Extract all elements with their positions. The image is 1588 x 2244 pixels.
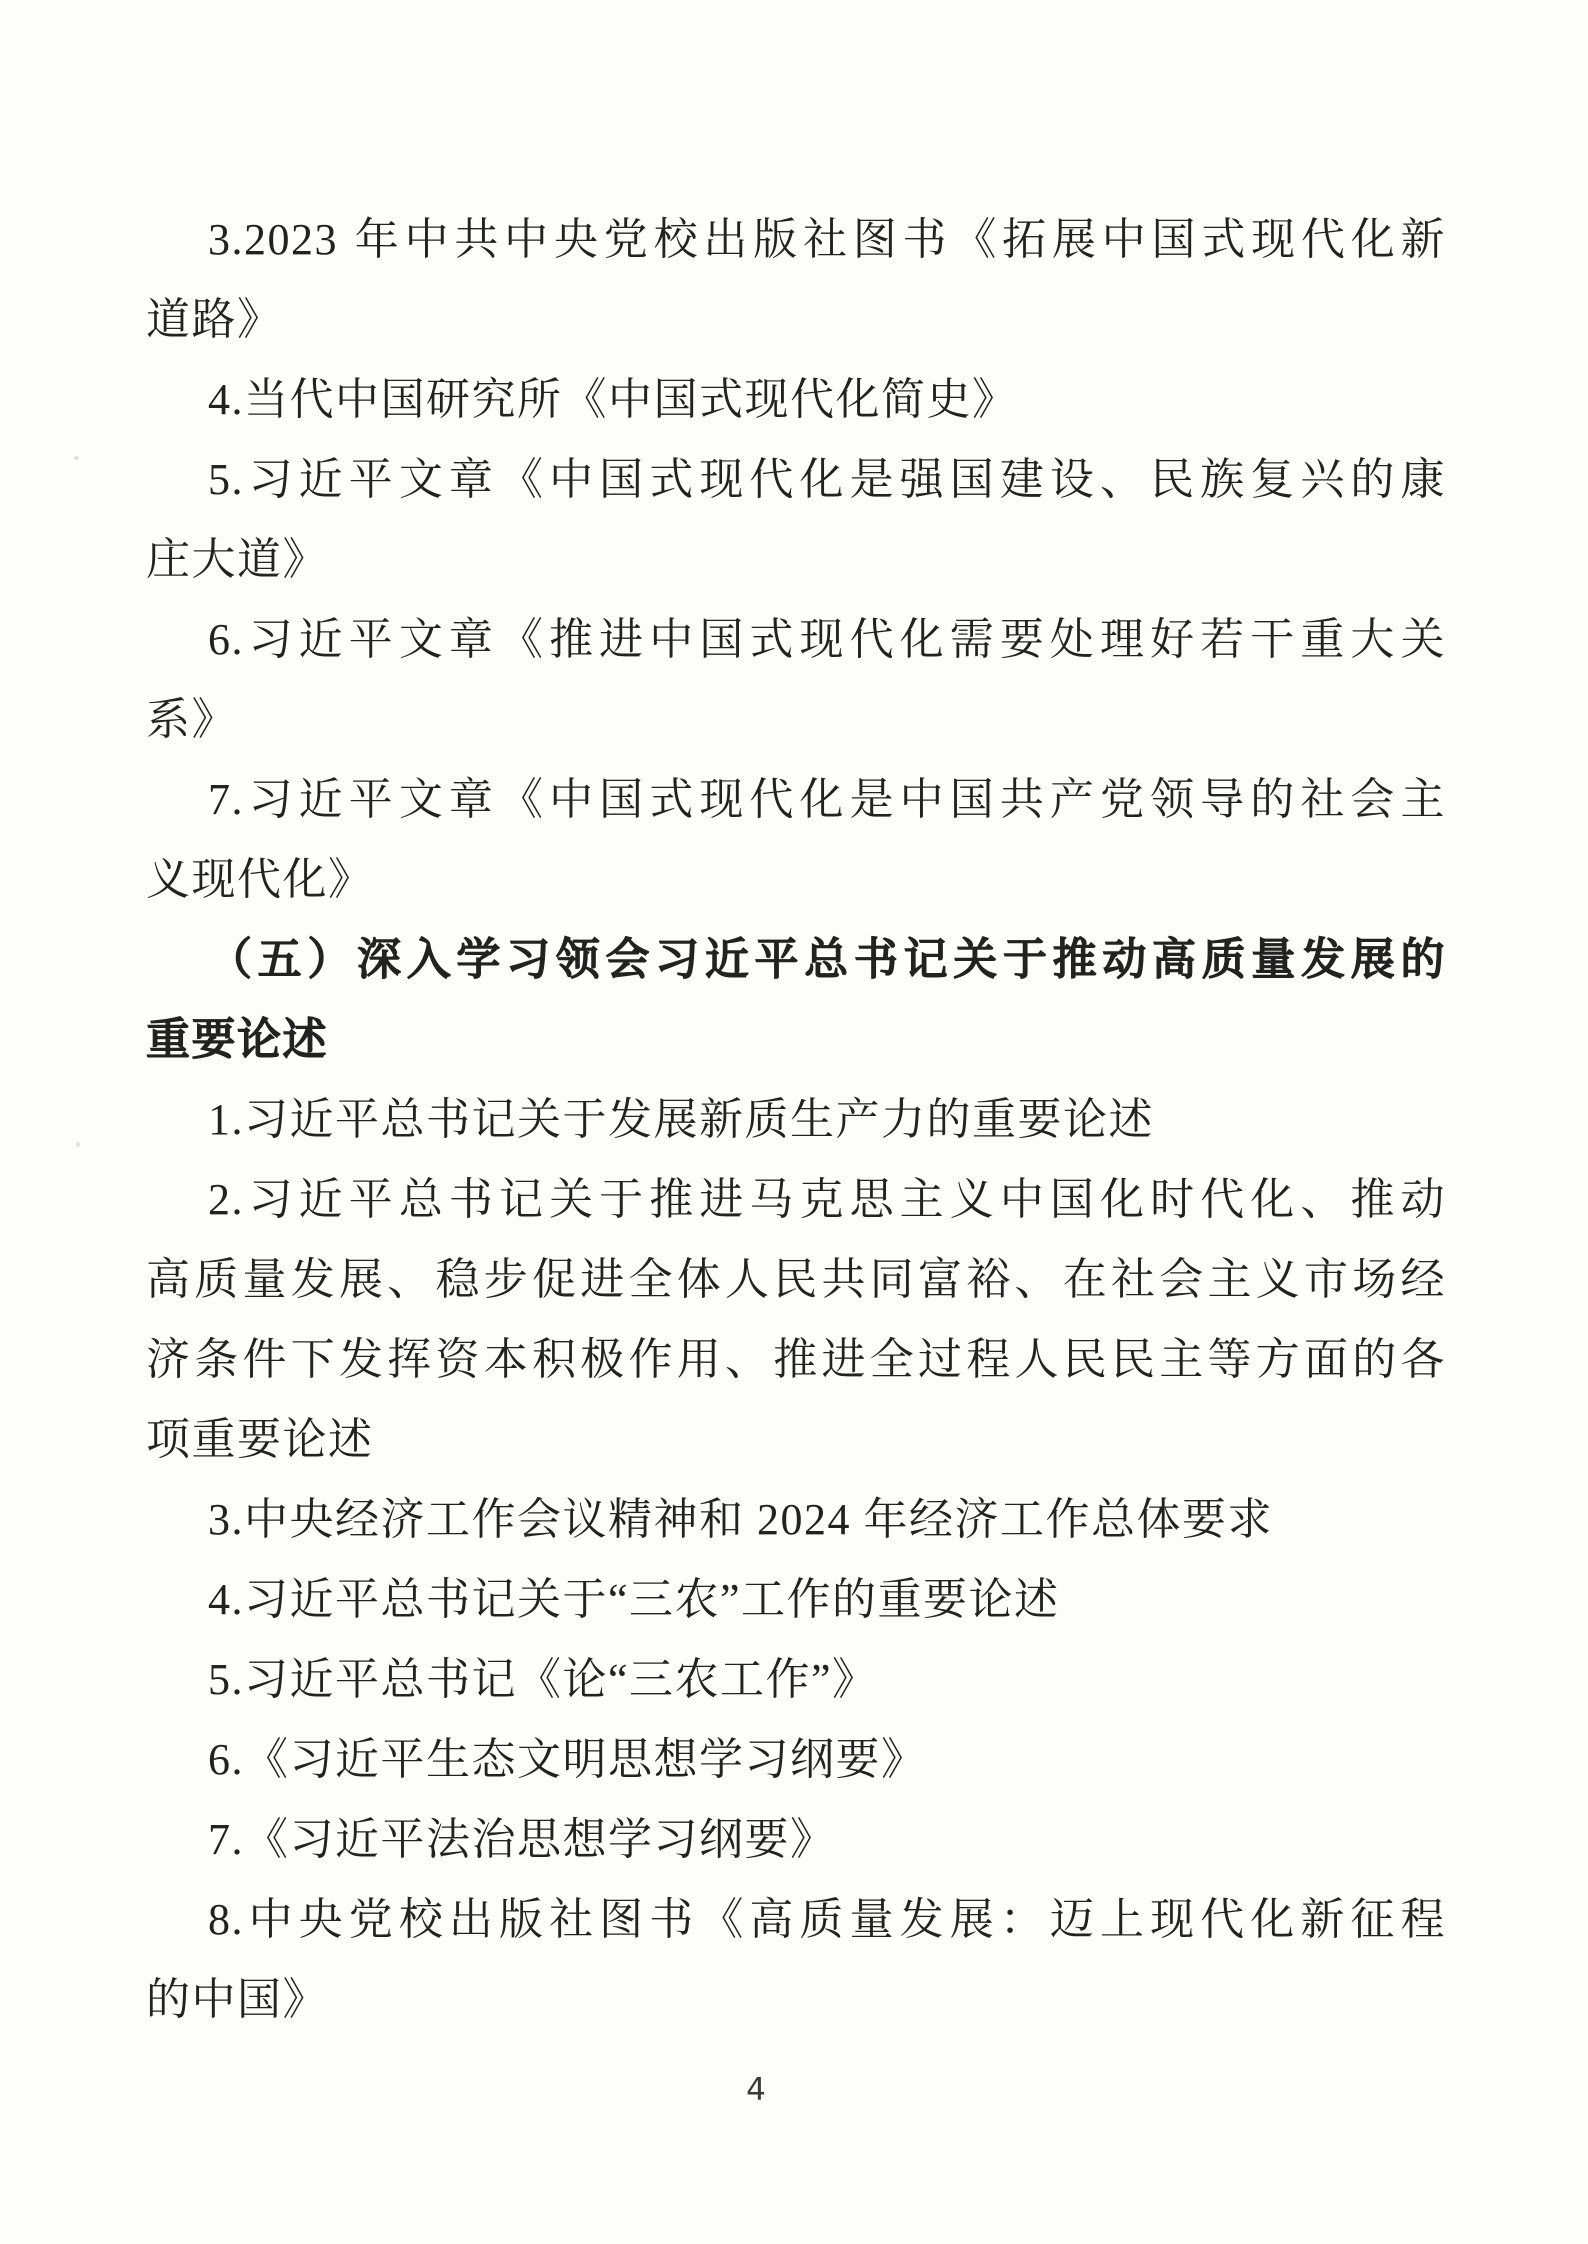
text-line: 1.习近平总书记关于发展新质生产力的重要论述	[208, 1095, 1154, 1144]
text-line: 项重要论述	[146, 1415, 374, 1464]
text-line: 5.习近平总书记《论“三农工作”》	[208, 1655, 878, 1704]
text-line: 高质量发展、稳步促进全体人民共同富裕、在社会主义市场经	[146, 1255, 1446, 1304]
text-line: 7.《习近平法治思想学习纲要》	[208, 1815, 836, 1864]
text-line: 8.中央党校出版社图书《高质量发展：迈上现代化新征程	[208, 1895, 1446, 1944]
page-number: 4	[746, 2072, 766, 2108]
text-line: 系》	[146, 695, 237, 744]
text-line: 7.习近平文章《中国式现代化是中国共产党领导的社会主	[208, 775, 1446, 824]
text-line: 3.中央经济工作会议精神和 2024 年经济工作总体要求	[208, 1495, 1273, 1544]
text-line: 道路》	[146, 295, 283, 344]
text-line: 庄大道》	[146, 535, 328, 584]
text-line: 义现代化》	[146, 855, 374, 904]
text-line: 的中国》	[146, 1975, 328, 2024]
text-line: 4.习近平总书记关于“三农”工作的重要论述	[208, 1575, 1060, 1624]
page-footer	[0, 2072, 1588, 2108]
text-line: 2.习近平总书记关于推进马克思主义中国化时代化、推动	[208, 1175, 1446, 1224]
document-body	[146, 200, 1446, 2040]
text-line: 5.习近平文章《中国式现代化是强国建设、民族复兴的康	[208, 455, 1446, 504]
text-line: 济条件下发挥资本积极作用、推进全过程人民民主等方面的各	[146, 1335, 1446, 1384]
scan-speckle	[74, 456, 79, 460]
text-line: 3.2023 年中共中央党校出版社图书《拓展中国式现代化新	[208, 215, 1446, 264]
section-heading-line: 重要论述	[146, 1015, 328, 1064]
text-line: 6.习近平文章《推进中国式现代化需要处理好若干重大关	[208, 615, 1446, 664]
text-line: 6.《习近平生态文明思想学习纲要》	[208, 1735, 927, 1784]
section-heading-line: （五）深入学习领会习近平总书记关于推动高质量发展的	[208, 935, 1446, 984]
scan-speckle	[76, 1142, 80, 1147]
text-line: 4.当代中国研究所《中国式现代化简史》	[208, 375, 1018, 424]
